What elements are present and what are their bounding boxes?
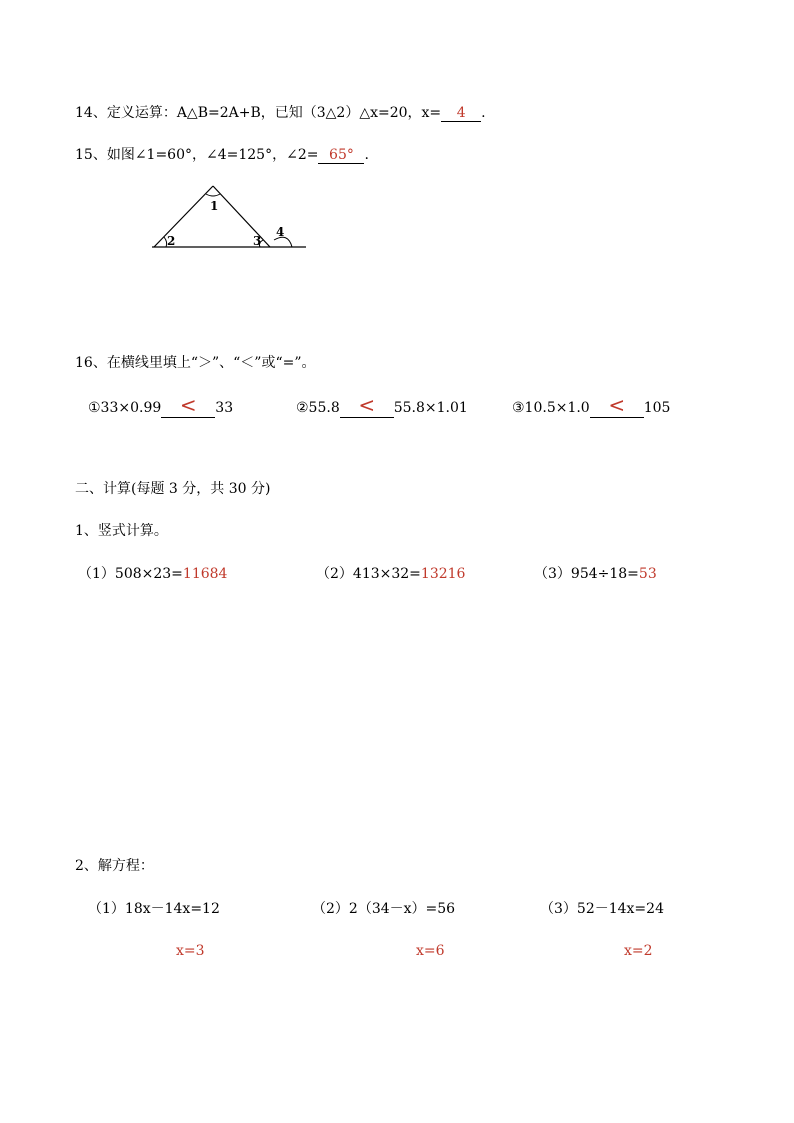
calc-title: 1、竖式计算。 (75, 523, 168, 539)
triangle-right-side (213, 186, 270, 247)
compare-right-2: 55.8×1.01 (393, 400, 468, 416)
equations-title: 2、解方程： (75, 858, 154, 874)
compare-answer-3: < (608, 393, 626, 417)
calc-item-3 (534, 565, 657, 583)
calc-item-2 (316, 565, 465, 583)
question-14-answer: 4 (456, 105, 466, 121)
angle-label-1: 1 (210, 199, 219, 213)
calc-expr-1: （1）508×23= (78, 566, 183, 582)
equation-2: （2）2（34－x）=56 (312, 901, 456, 917)
section-2-title: 二、计算(每题 3 分，共 30 分) (75, 481, 271, 497)
compare-answer-2: < (358, 393, 376, 417)
equation-3: （3）52－14x=24 (540, 901, 664, 917)
calc-item-1 (78, 565, 227, 583)
equation-answer-2: x=6 (416, 943, 445, 959)
calc-expr-2: （2）413×32= (316, 566, 421, 582)
question-15-text: 15、如图∠1=60°，∠4=125°，∠2= (75, 147, 319, 163)
compare-item-3 (512, 393, 671, 418)
calc-answer-1: 11684 (182, 566, 228, 582)
compare-right-3: 105 (643, 400, 671, 416)
calc-answer-3: 53 (638, 566, 657, 582)
angle-1-arc (206, 194, 220, 196)
angle-label-3: 3 (253, 234, 262, 248)
triangle-left-side (154, 186, 213, 247)
compare-left-2: ②55.8 (296, 400, 340, 416)
equation-answer-3: x=2 (624, 943, 653, 959)
calc-expr-3: （3）954÷18= (534, 566, 639, 582)
compare-item-2 (296, 393, 468, 418)
question-15-blank[interactable] (318, 147, 364, 164)
compare-blank-1[interactable] (161, 393, 215, 418)
question-15-answer: 65° (329, 147, 354, 163)
compare-right-1: 33 (215, 400, 234, 416)
angle-label-2: 2 (167, 234, 176, 248)
compare-left-1: ①33×0.99 (88, 400, 162, 416)
question-14-text: 14、定义运算：A△B=2A+B，已知（3△2）△x=20，x= (75, 105, 442, 121)
triangle-figure (150, 182, 310, 254)
compare-blank-2[interactable] (340, 393, 394, 418)
angle-label-4: 4 (276, 225, 285, 239)
calc-answer-2: 13216 (420, 566, 466, 582)
question-15 (75, 146, 369, 164)
question-14-period: . (481, 105, 486, 121)
compare-blank-3[interactable] (590, 393, 644, 418)
equation-answer-1: x=3 (176, 943, 205, 959)
compare-item-1 (88, 393, 234, 418)
compare-left-3: ③10.5×1.0 (512, 400, 590, 416)
question-14 (75, 104, 486, 122)
compare-answer-1: < (179, 393, 197, 417)
question-14-blank[interactable] (441, 105, 481, 122)
equation-1: （1）18x－14x=12 (88, 901, 220, 917)
question-15-period: . (364, 147, 369, 163)
question-16-text: 16、在横线里填上“＞”、“＜”或“=”。 (75, 355, 316, 371)
